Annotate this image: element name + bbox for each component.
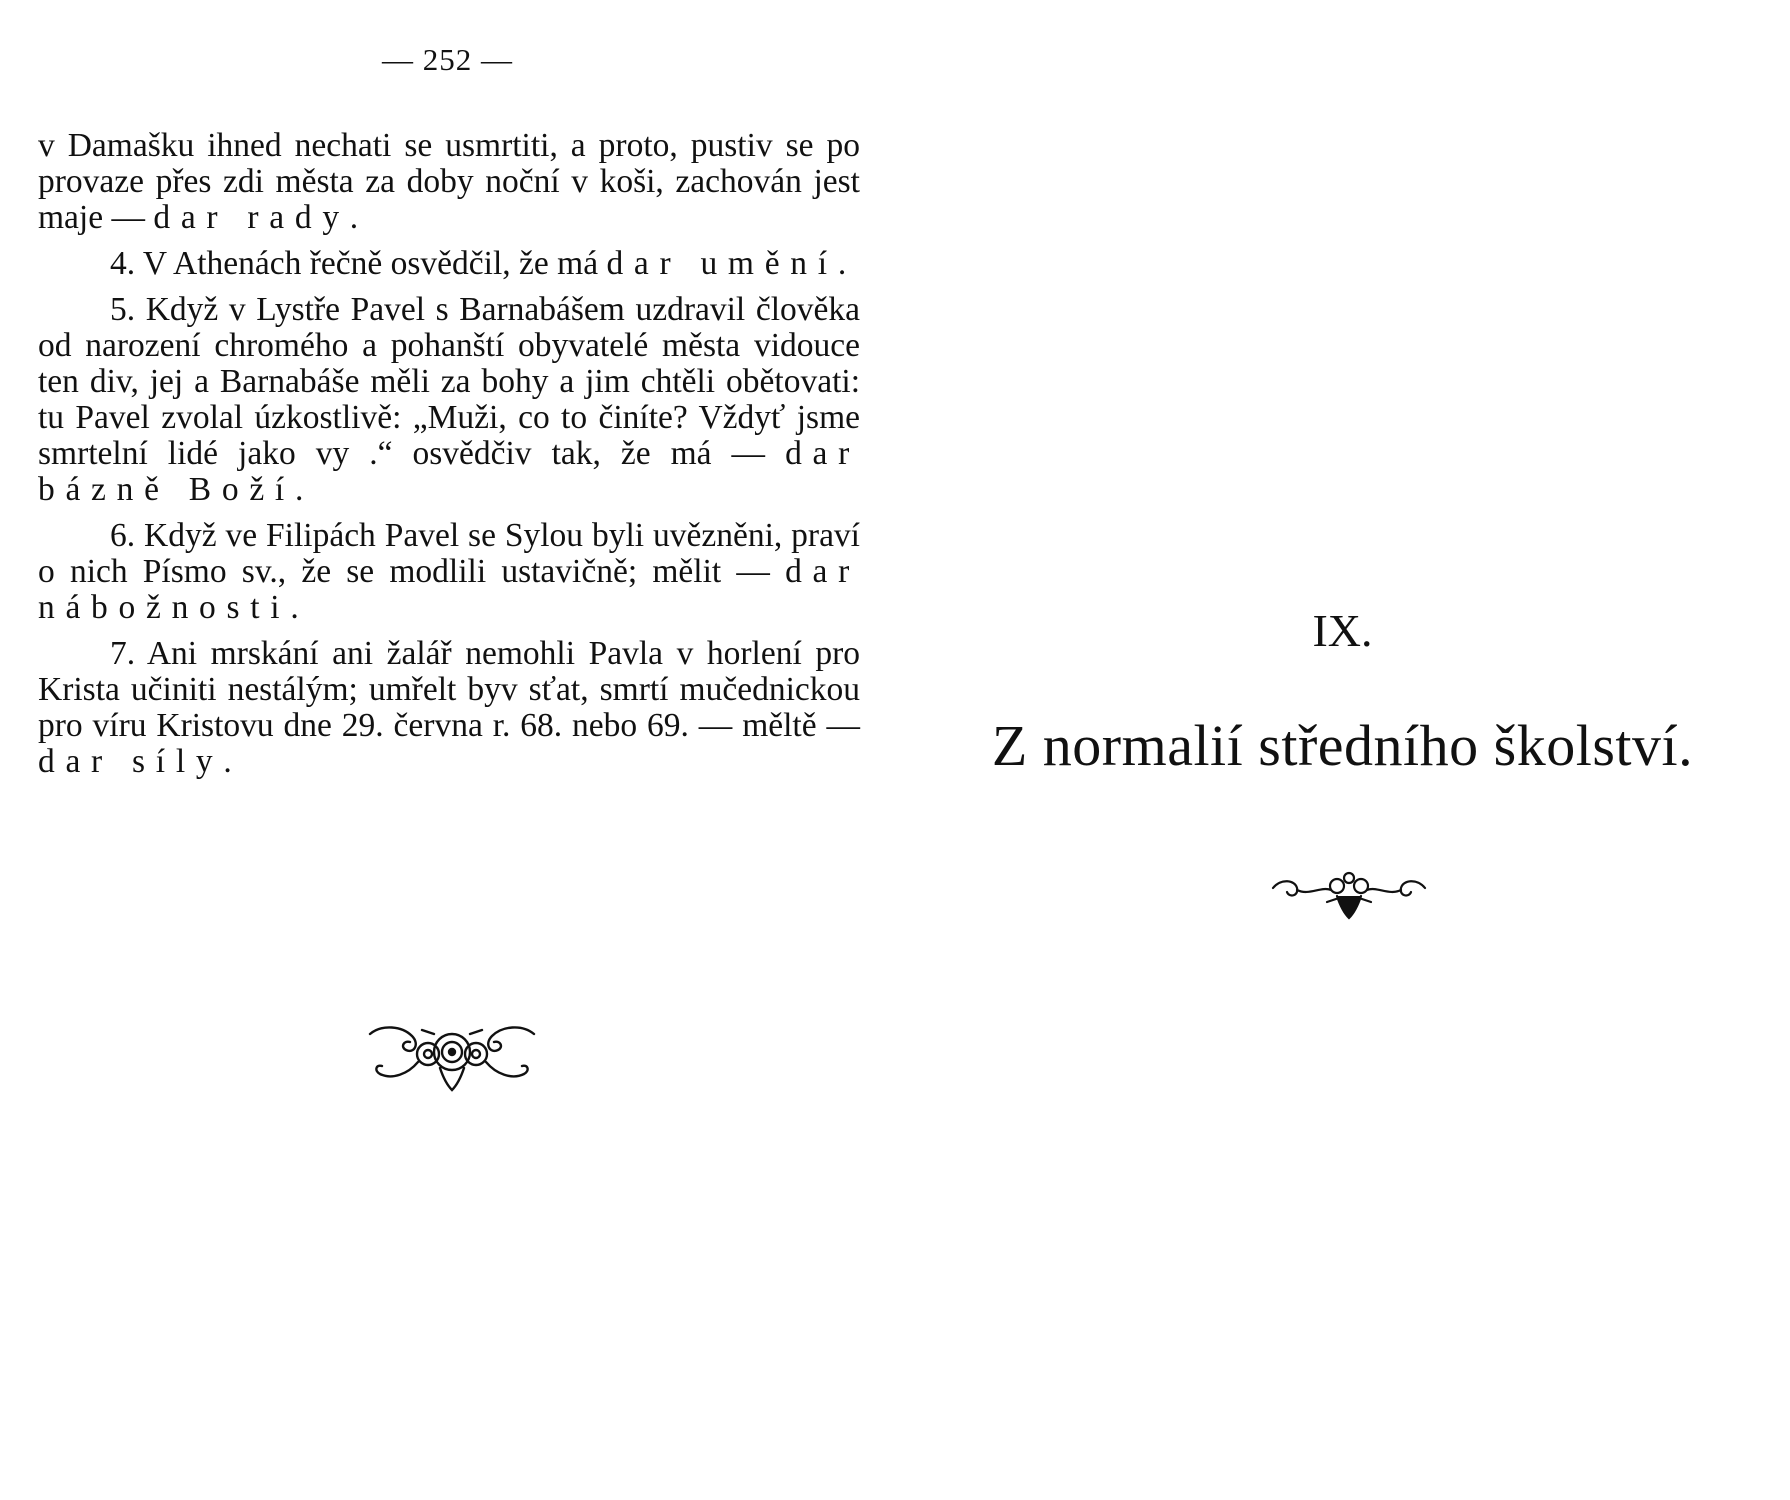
paragraph-text: . — [349, 199, 359, 236]
emphasized-phrase: dar bázně Boží — [38, 435, 860, 508]
paragraph — [38, 246, 860, 282]
paragraph-text: . — [223, 743, 232, 780]
page-number: — 252 — — [382, 42, 513, 77]
paragraph-text: . — [294, 471, 304, 508]
paragraph-text: . — [837, 245, 847, 282]
paragraph-text: . — [290, 589, 299, 626]
paragraph — [38, 636, 860, 780]
scroll-flourish-icon — [362, 1022, 542, 1094]
paragraph-text: 4. V Athenách řečně osvědčil, že má — [110, 245, 607, 282]
right-page — [895, 0, 1790, 1500]
chapter-title: Z normalií středního školství. — [991, 713, 1694, 778]
paragraph — [38, 292, 860, 508]
emphasized-phrase: dar nábožnosti — [38, 553, 860, 626]
emphasized-phrase: dar síly — [38, 743, 224, 780]
paragraph-text: 6. Když ve Filipách Pavel se Sylou byli uvězněni, praví o nich Písmo sv., že se modlili ustavičně; mělit — — [38, 517, 860, 590]
paragraph — [38, 128, 860, 236]
paragraph-text: v Damašku ihned nechati se usmrtiti, a proto, pustiv se po provaze přes zdi města za doby noční v koši, zachován jest maje — — [38, 127, 860, 236]
chapter-number: IX. — [1312, 605, 1373, 656]
vignette-flourish-icon — [1267, 868, 1431, 920]
emphasized-phrase: dar rady — [153, 199, 350, 236]
body-text — [38, 128, 860, 790]
paragraph — [38, 518, 860, 626]
paragraph-text: 5. Když v Lystře Pavel s Barnabášem uzdravil člověka od narození chromého a pohanští obyvatelé města vidouce ten div, jej a Barnabáše měli za bohy a jim chtěli obětovati: tu Pavel zvolal úzkostlivě: „Muži, co to činíte? Vždyť jsme smrtelní lidé jako vy .“ osvědčiv tak, že má — — [38, 291, 860, 472]
paragraph-text: 7. Ani mrskání ani žalář nemohli Pavla v horlení pro Krista učiniti nestálým; umřelt byv sťat, smrtí mučednickou pro víru Kristovu dne 29. června r. 68. nebo 69. — měltě — — [38, 635, 860, 744]
emphasized-phrase: dar umění — [606, 245, 838, 282]
